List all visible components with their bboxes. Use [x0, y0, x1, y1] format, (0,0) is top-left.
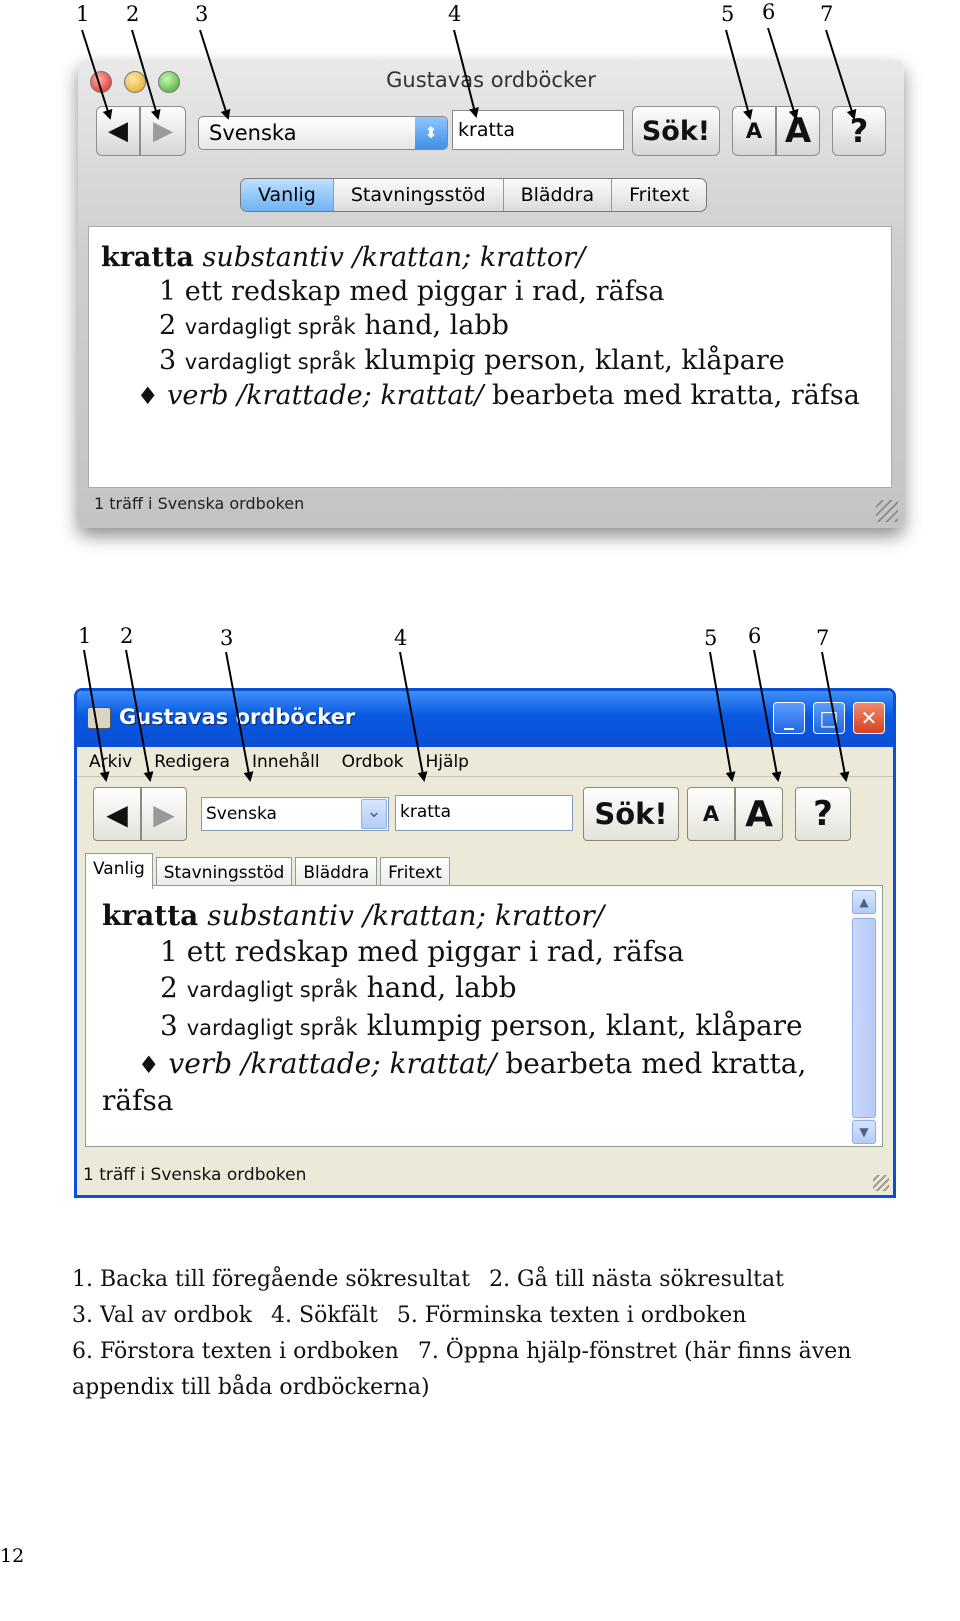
sense-number: 3	[160, 1009, 178, 1042]
search-input[interactable]: kratta	[395, 795, 573, 831]
sense-text: ett redskap med piggar i rad, räfsa	[184, 276, 665, 307]
menu-hjalp[interactable]: Hjälp	[425, 752, 469, 772]
caption-item: 7. Öppna hjälp-fönstret (här finns även appendix till båda ordböckerna)	[72, 1339, 852, 1400]
maximize-icon: □	[819, 706, 839, 730]
search-button[interactable]: Sök!	[632, 106, 720, 156]
callout-number-7-bottom: 7	[816, 626, 830, 650]
headword: kratta	[102, 899, 199, 932]
verb-part-of-speech: verb /krattade; krattat/	[167, 380, 484, 411]
callout-number-5-bottom: 5	[704, 626, 718, 650]
forward-button[interactable]	[141, 787, 187, 841]
status-bar: 1 träff i Svenska ordboken	[94, 494, 305, 513]
tab-stavningsstod[interactable]: Stavningsstöd	[334, 179, 504, 211]
mac-dictionary-window	[78, 60, 904, 528]
caption-item: 2. Gå till nästa sökresultat	[489, 1267, 784, 1292]
menu-redigera[interactable]: Redigera	[154, 752, 230, 772]
search-input[interactable]: kratta	[452, 110, 624, 150]
callout-number-3-top: 3	[195, 2, 209, 26]
tab-fritext[interactable]: Fritext	[380, 857, 450, 887]
minimize-button[interactable]	[773, 702, 805, 734]
back-button[interactable]	[96, 106, 140, 156]
callout-number-6-bottom: 6	[748, 624, 762, 648]
sense-text: klumpig person, klant, klåpare	[366, 1009, 803, 1042]
dictionary-entry	[102, 898, 822, 1119]
caption-item: 3. Val av ordbok	[72, 1303, 253, 1328]
sense-text: klumpig person, klant, klåpare	[364, 345, 785, 376]
vertical-scrollbar[interactable]	[852, 890, 876, 1144]
dictionary-select[interactable]	[198, 116, 448, 150]
caption-item: 4. Sökfält	[271, 1303, 378, 1328]
sense-number: 1	[160, 935, 178, 968]
callout-number-2-top: 2	[126, 2, 140, 26]
scroll-up-icon[interactable]: ▲	[852, 890, 876, 914]
dictionary-select-value: Svenska	[209, 121, 297, 145]
search-button[interactable]: Sök!	[583, 787, 679, 841]
menu-arkiv[interactable]: Arkiv	[89, 752, 133, 772]
verb-part-of-speech: verb /krattade; krattat/	[168, 1047, 497, 1080]
diamond-icon: ♦	[137, 382, 159, 410]
resize-grip-icon[interactable]	[873, 1175, 889, 1191]
caption-item: 5. Förminska texten i ordboken	[396, 1303, 747, 1328]
xp-tab-bar	[85, 853, 453, 887]
dictionary-entry-pane	[88, 226, 892, 488]
diamond-icon: ♦	[138, 1051, 160, 1079]
minimize-icon: _	[784, 706, 794, 730]
help-button[interactable]: ?	[795, 787, 851, 841]
callout-number-4-bottom: 4	[394, 626, 408, 650]
forward-arrow-icon: ▶	[153, 797, 175, 831]
scroll-thumb[interactable]	[852, 918, 876, 1118]
tab-stavningsstod[interactable]: Stavningsstöd	[156, 857, 293, 887]
callout-number-1-bottom: 1	[78, 624, 92, 648]
callout-number-3-bottom: 3	[220, 626, 234, 650]
tab-vanlig[interactable]: Vanlig	[85, 853, 153, 889]
app-icon	[87, 707, 111, 729]
callout-number-2-bottom: 2	[120, 624, 134, 648]
sense-label: vardagligt språk	[184, 350, 356, 374]
chevron-down-icon: ⌄	[361, 799, 387, 829]
callout-number-6-top: 6	[762, 0, 776, 24]
forward-arrow-icon: ▶	[153, 116, 173, 146]
tab-vanlig[interactable]: Vanlig	[241, 179, 334, 211]
verb-definition: bearbeta med kratta,	[505, 1047, 807, 1080]
resize-grip-icon[interactable]	[876, 500, 898, 522]
sense-number: 1	[159, 276, 177, 307]
sense-label: vardagligt språk	[186, 978, 358, 1002]
maximize-button[interactable]	[813, 702, 845, 734]
sense-text: hand, labb	[364, 310, 509, 341]
sense-label: vardagligt språk	[186, 1016, 358, 1040]
tab-bladdra[interactable]: Bläddra	[504, 179, 613, 211]
back-arrow-icon: ◀	[108, 116, 128, 146]
part-of-speech: substantiv /krattan; krattor/	[202, 242, 586, 273]
verb-definition: bearbeta med kratta, räfsa	[492, 380, 860, 411]
sense-text: ett redskap med piggar i rad, räfsa	[186, 935, 685, 968]
callout-number-4-top: 4	[448, 2, 462, 26]
forward-button[interactable]	[140, 106, 186, 156]
callout-number-5-top: 5	[721, 2, 735, 26]
decrease-text-button[interactable]: A	[732, 106, 776, 156]
tab-bladdra[interactable]: Bläddra	[295, 857, 377, 887]
decrease-text-button[interactable]: A	[687, 787, 735, 841]
status-bar: 1 träff i Svenska ordboken	[83, 1165, 307, 1185]
tab-fritext[interactable]: Fritext	[629, 184, 690, 206]
verb-definition-continued: räfsa	[102, 1084, 174, 1117]
part-of-speech: substantiv /krattan; krattor/	[207, 899, 605, 932]
sense-label: vardagligt språk	[184, 315, 356, 339]
figure-caption	[72, 1262, 872, 1406]
headword: kratta	[101, 242, 194, 273]
callout-number-1-top: 1	[76, 2, 90, 26]
caption-item: 1. Backa till föregående sökresultat	[72, 1267, 471, 1292]
increase-text-button[interactable]: A	[776, 106, 820, 156]
close-button[interactable]	[853, 702, 885, 734]
back-button[interactable]	[93, 787, 141, 841]
sense-number: 2	[160, 971, 178, 1004]
mac-tab-bar	[240, 178, 707, 212]
dictionary-entry	[101, 241, 881, 413]
callout-number-7-top: 7	[820, 2, 834, 26]
help-button[interactable]: ?	[832, 106, 886, 156]
increase-text-button[interactable]: A	[735, 787, 783, 841]
title-bar	[77, 691, 893, 747]
scroll-down-icon[interactable]: ▼	[852, 1120, 876, 1144]
window-title: Gustavas ordböcker	[119, 705, 356, 729]
menu-innehall[interactable]: Innehåll	[251, 752, 320, 772]
dictionary-select[interactable]	[201, 797, 389, 831]
sense-number: 3	[159, 345, 177, 376]
page-number: 12	[0, 1545, 25, 1567]
close-icon: ✕	[860, 706, 878, 730]
dictionary-entry-pane	[85, 885, 883, 1147]
window-title: Gustavas ordböcker	[386, 68, 596, 92]
chevron-updown-icon: ⬍	[415, 117, 447, 149]
menu-bar	[77, 747, 893, 777]
caption-item: 6. Förstora texten i ordboken	[72, 1339, 399, 1364]
back-arrow-icon: ◀	[106, 797, 128, 831]
menu-ordbok[interactable]: Ordbok	[341, 752, 404, 772]
sense-number: 2	[159, 310, 177, 341]
xp-dictionary-window	[74, 688, 896, 1198]
dictionary-select-value: Svenska	[206, 804, 277, 824]
sense-text: hand, labb	[366, 971, 517, 1004]
